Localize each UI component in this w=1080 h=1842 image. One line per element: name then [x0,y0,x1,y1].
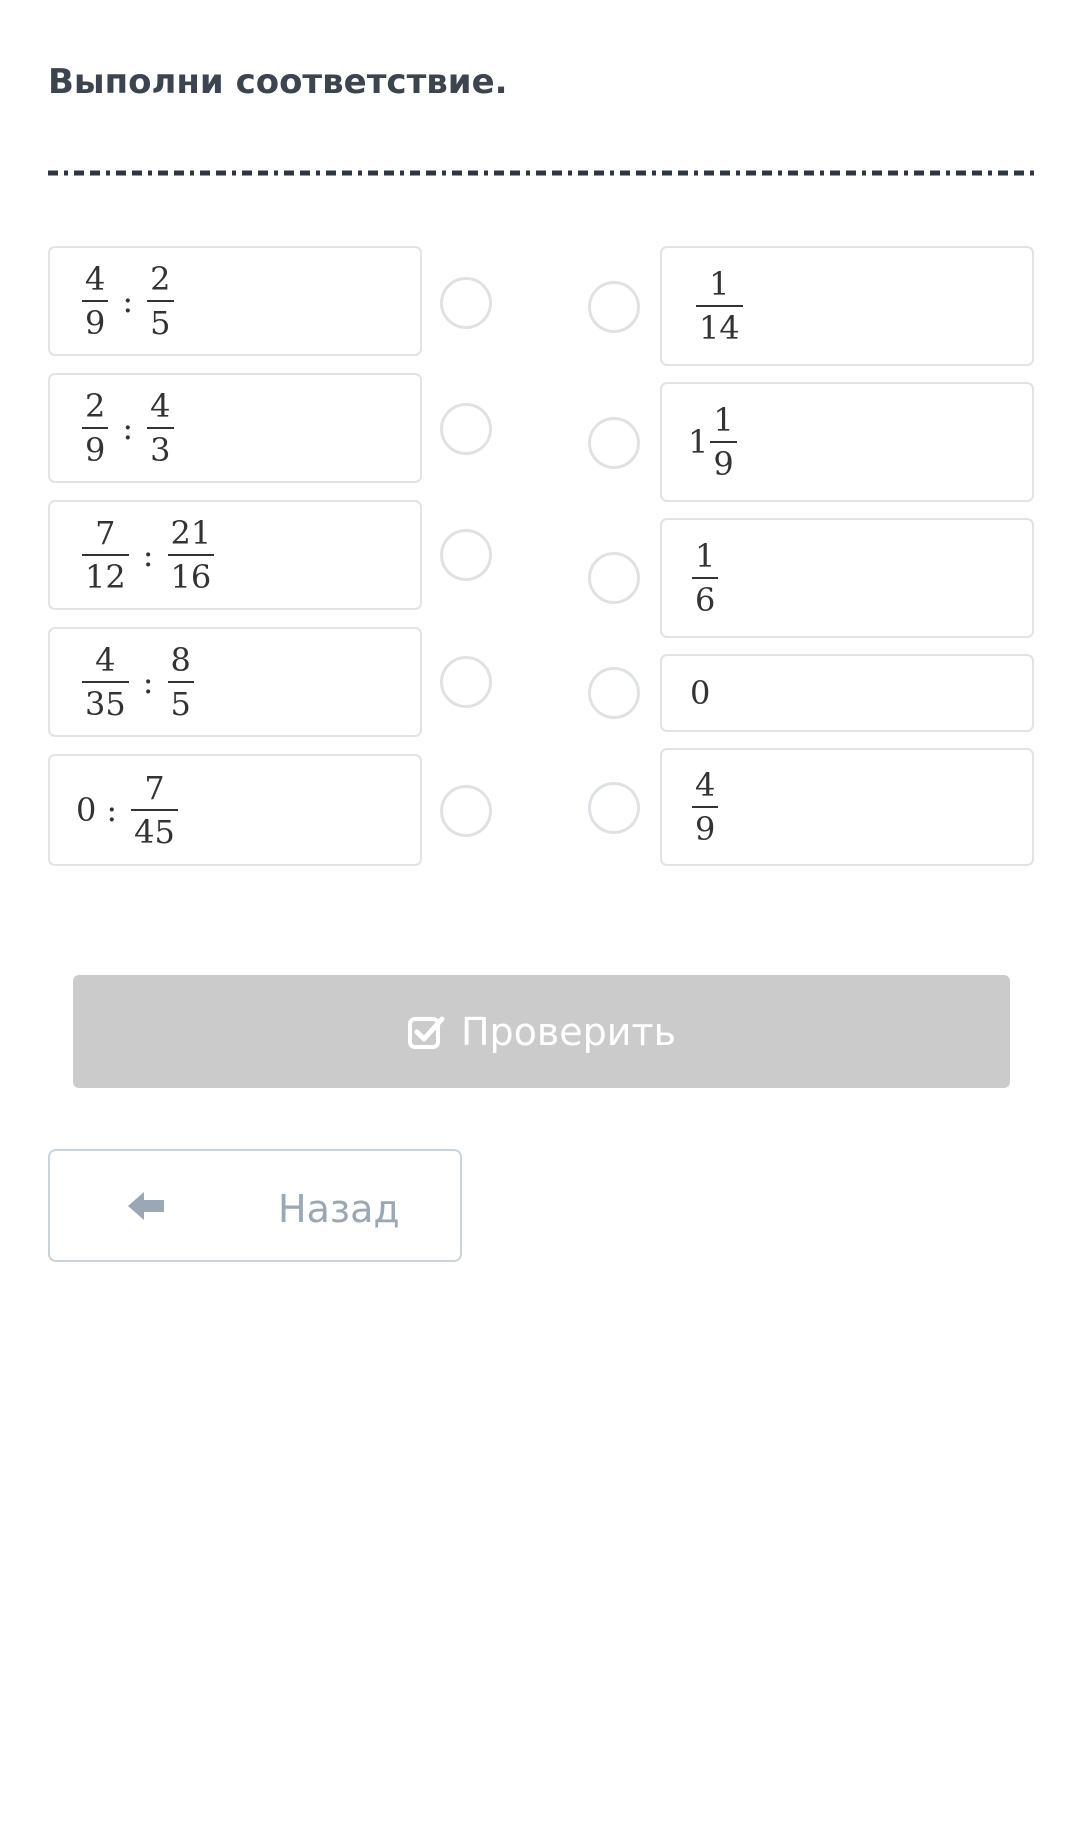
expression: $\frac{7}{12}$ : $\frac{21}{16}$ [78,512,218,598]
right-item-1[interactable] [660,246,1034,366]
right-item-5[interactable] [660,748,1034,866]
right-item-3[interactable] [660,518,1034,638]
expression [692,263,747,349]
right-radio-1[interactable] [588,281,640,333]
fraction: $\frac{4}{9}$ [692,764,718,850]
left-radio-4[interactable] [440,656,492,708]
expression [688,764,722,850]
expression [688,535,722,621]
right-radio-3[interactable] [588,552,640,604]
left-radio-5[interactable] [440,785,492,837]
fraction: $\frac{4}{9}$ [82,258,108,344]
arrow-left-icon [126,1189,166,1227]
expression: 0 [690,674,711,712]
expression: $\frac{4}{9}$ : $\frac{2}{5}$ [78,258,178,344]
fraction: $\frac{21}{16}$ [168,512,215,598]
dashed-divider [48,168,1038,178]
right-item-4[interactable] [660,654,1034,732]
expression: $\frac{2}{9}$ : $\frac{4}{3}$ [78,385,178,471]
task-title: Выполни соответствие. [48,62,508,102]
fraction: $\frac{1}{6}$ [692,535,718,621]
fraction: $\frac{4}{35}$ [82,639,129,725]
expression: 1 $\frac{1}{9}$ [688,399,741,485]
left-item-2[interactable] [48,373,422,483]
expression: 0 : $\frac{7}{45}$ [76,767,182,853]
right-radio-2[interactable] [588,417,640,469]
back-button[interactable] [48,1149,462,1262]
left-item-4[interactable] [48,627,422,737]
left-radio-1[interactable] [440,277,492,329]
fraction: $\frac{8}{5}$ [168,639,194,725]
fraction: $\frac{1}{14}$ [696,263,743,349]
fraction: $\frac{7}{12}$ [82,512,129,598]
checkbox-check-icon [407,1014,445,1050]
left-item-5[interactable] [48,754,422,866]
expression: $\frac{4}{35}$ : $\frac{8}{5}$ [78,639,198,725]
fraction: $\frac{4}{3}$ [147,385,173,471]
left-item-1[interactable] [48,246,422,356]
fraction: $\frac{2}{5}$ [147,258,173,344]
left-item-3[interactable] [48,500,422,610]
left-radio-3[interactable] [440,529,492,581]
left-radio-2[interactable] [440,403,492,455]
fraction: $\frac{7}{45}$ [131,767,178,853]
back-button-label: Назад [278,1187,400,1231]
check-button[interactable] [73,975,1010,1088]
right-item-2[interactable] [660,382,1034,502]
check-button-label: Проверить [460,1009,677,1054]
fraction: $\frac{1}{9}$ [710,399,736,485]
fraction: $\frac{2}{9}$ [82,385,108,471]
right-radio-4[interactable] [588,667,640,719]
right-radio-5[interactable] [588,782,640,834]
